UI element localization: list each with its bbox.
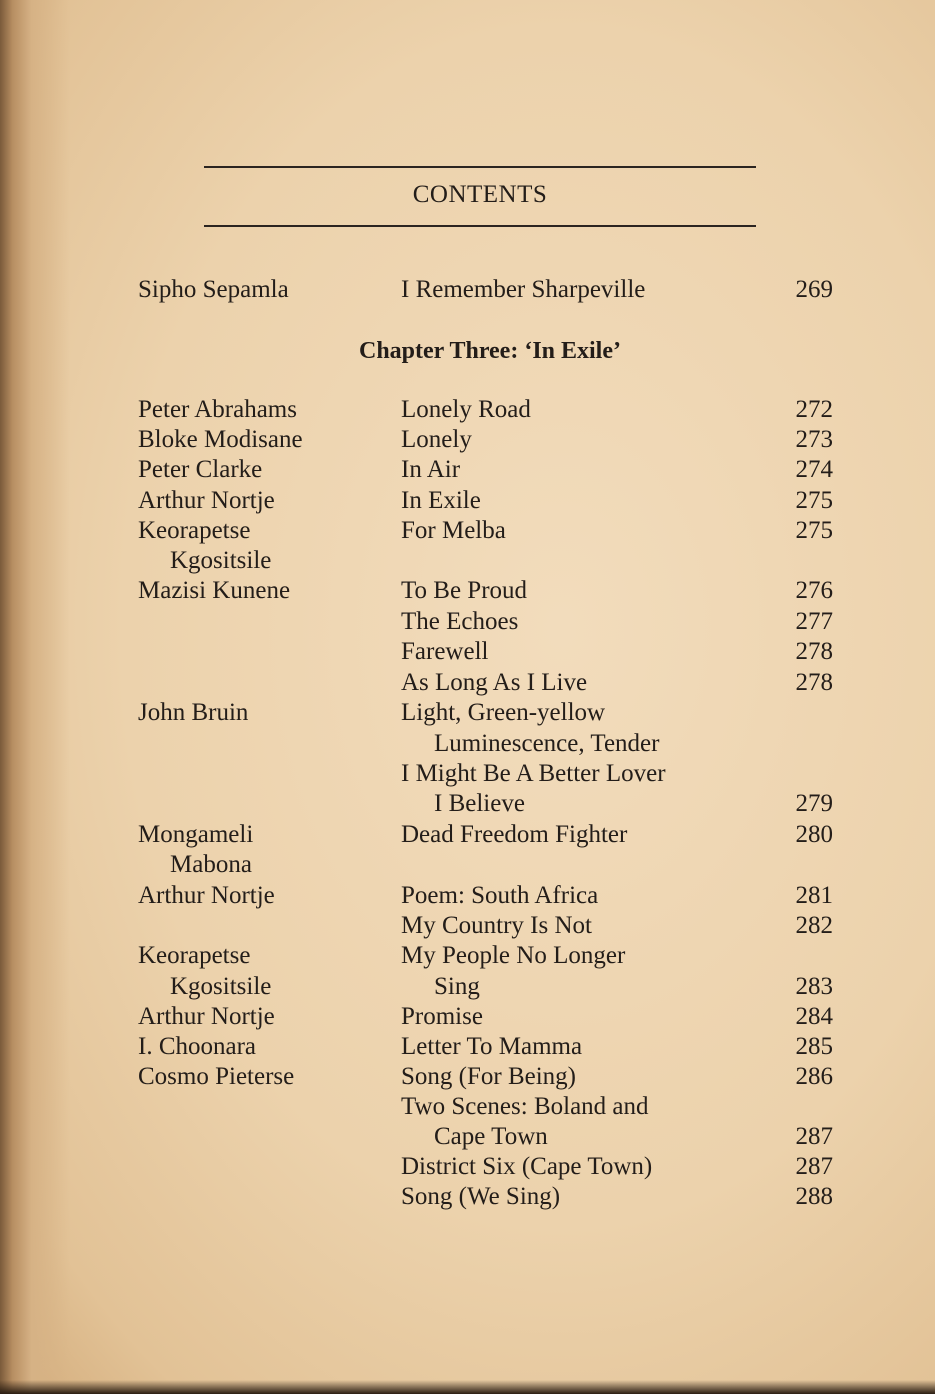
toc-entry-continuation <box>0 789 935 819</box>
entry-author: Arthur Nortje <box>138 1003 275 1030</box>
toc-entry <box>0 759 935 789</box>
entry-author: Mongameli <box>138 821 254 848</box>
toc-entry <box>0 1182 935 1212</box>
entry-page-number: 275 <box>795 517 833 544</box>
entry-author-continued: Kgositsile <box>170 547 272 574</box>
toc-entry <box>0 395 935 425</box>
entry-title: Light, Green-yellow <box>401 699 606 726</box>
toc-entry <box>0 911 935 941</box>
toc-entry <box>0 1032 935 1062</box>
entry-title: Lonely Road <box>401 396 531 423</box>
entry-title: Promise <box>401 1003 483 1030</box>
entry-author: Sipho Sepamla <box>138 276 289 303</box>
entry-title: For Melba <box>401 517 506 544</box>
entry-title: Dead Freedom Fighter <box>401 821 628 848</box>
entry-title: District Six (Cape Town) <box>401 1153 653 1180</box>
entry-title: My Country Is Not <box>401 912 592 939</box>
entry-title: I Remember Sharpeville <box>401 276 646 303</box>
entry-title-continued: Sing <box>434 973 480 1000</box>
entry-page-number: 278 <box>795 669 833 696</box>
entry-title-continued: I Believe <box>434 790 525 817</box>
entry-title: In Air <box>401 456 461 483</box>
toc-entry <box>0 607 935 637</box>
entry-page-number: 282 <box>795 912 833 939</box>
entry-title: Lonely <box>401 426 472 453</box>
entry-author-continued: Mabona <box>170 851 252 878</box>
toc-entry <box>0 1092 935 1122</box>
entry-author: Mazisi Kunene <box>138 577 291 604</box>
toc-entry-continuation <box>0 1122 935 1152</box>
toc-entry-continuation <box>0 972 935 1002</box>
entry-page-number: 281 <box>795 882 833 909</box>
entry-page-number: 283 <box>795 973 833 1000</box>
entry-author: Bloke Modisane <box>138 426 303 453</box>
entry-page-number: 277 <box>795 608 833 635</box>
entry-page-number: 275 <box>795 487 833 514</box>
entry-author: Keorapetse <box>138 517 251 544</box>
entry-title: My People No Longer <box>401 942 626 969</box>
toc-entry <box>0 275 935 305</box>
entry-page-number: 276 <box>795 577 833 604</box>
toc-entry <box>0 820 935 850</box>
toc-entry <box>0 881 935 911</box>
entry-author: Keorapetse <box>138 942 251 969</box>
entry-page-number: 285 <box>795 1033 833 1060</box>
toc-entry <box>0 668 935 698</box>
entry-page-number: 284 <box>795 1003 833 1030</box>
entry-author: Peter Clarke <box>138 456 263 483</box>
entry-author-continued: Kgositsile <box>170 973 272 1000</box>
entry-title-continued: Luminescence, Tender <box>434 730 660 757</box>
toc-entry-continuation <box>0 729 935 759</box>
entry-title: In Exile <box>401 487 481 514</box>
toc-entry <box>0 425 935 455</box>
entry-title: Song (For Being) <box>401 1063 576 1090</box>
toc-entry-continuation <box>0 850 935 880</box>
toc-entry <box>0 698 935 728</box>
entry-author: I. Choonara <box>138 1033 257 1060</box>
entry-page-number: 273 <box>795 426 833 453</box>
entry-page-number: 287 <box>795 1123 833 1150</box>
toc-entry <box>0 941 935 971</box>
entry-page-number: 286 <box>795 1063 833 1090</box>
entry-page-number: 269 <box>795 276 833 303</box>
toc-entry <box>0 1062 935 1092</box>
entry-author: Peter Abrahams <box>138 396 297 423</box>
toc-entry <box>0 455 935 485</box>
entry-title: Farewell <box>401 638 489 665</box>
entry-title: The Echoes <box>401 608 519 635</box>
entry-page-number: 280 <box>795 821 833 848</box>
entry-page-number: 274 <box>795 456 833 483</box>
entry-title: Poem: South Africa <box>401 882 599 909</box>
entry-title: To Be Proud <box>401 577 528 604</box>
toc-entry <box>0 1002 935 1032</box>
entry-author: Cosmo Pieterse <box>138 1063 295 1090</box>
toc-entry <box>0 576 935 606</box>
entry-title: As Long As I Live <box>401 669 588 696</box>
entry-author: Arthur Nortje <box>138 487 275 514</box>
toc-entry-continuation <box>0 546 935 576</box>
chapter-heading: Chapter Three: ‘In Exile’ <box>359 338 621 364</box>
toc-entry <box>0 486 935 516</box>
toc-entry <box>0 637 935 667</box>
entry-page-number: 287 <box>795 1153 833 1180</box>
entry-author: John Bruin <box>138 699 249 726</box>
entry-page-number: 272 <box>795 396 833 423</box>
entry-author: Arthur Nortje <box>138 882 275 909</box>
contents-heading: CONTENTS <box>412 181 548 208</box>
page-bottom-edge <box>0 1380 935 1394</box>
entry-title-continued: Cape Town <box>434 1123 548 1150</box>
entry-page-number: 279 <box>795 790 833 817</box>
entry-page-number: 288 <box>795 1183 833 1210</box>
entry-title: I Might Be A Better Lover <box>401 760 666 787</box>
toc-entry <box>0 1152 935 1182</box>
toc-entry <box>0 516 935 546</box>
entry-title: Two Scenes: Boland and <box>401 1093 649 1120</box>
entry-title: Letter To Mamma <box>401 1033 583 1060</box>
entry-page-number: 278 <box>795 638 833 665</box>
entry-title: Song (We Sing) <box>401 1183 561 1210</box>
